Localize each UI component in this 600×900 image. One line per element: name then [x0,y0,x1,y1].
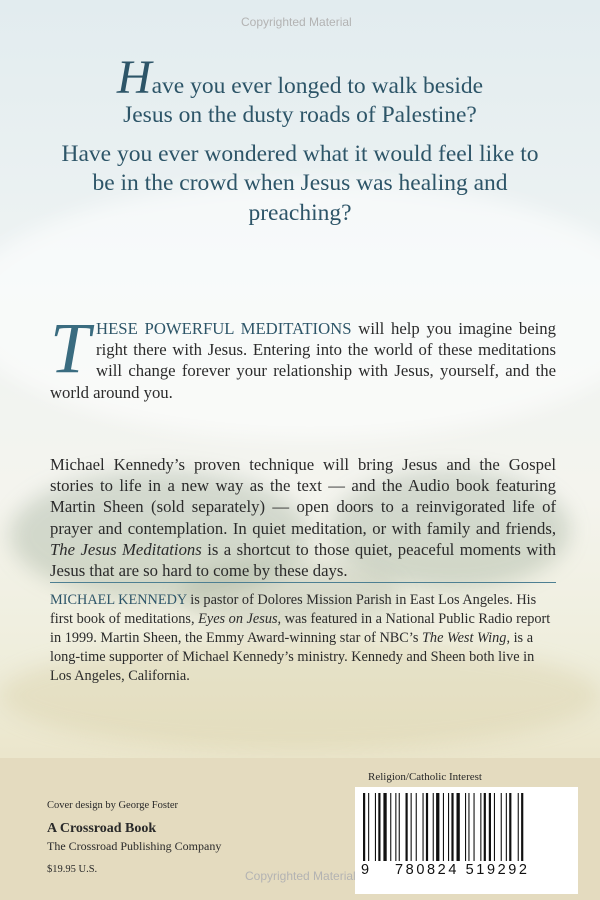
hook-line-2: Jesus on the dusty roads of Palestine? [123,102,477,129]
watermark-bottom: Copyrighted Material [245,869,356,883]
body-text-tail: is a shortcut to those quiet, peaceful moments with Jesus that are so hard to come by these days. [50,539,557,581]
barcode-bar [411,793,412,861]
author-bio [50,591,556,686]
decorative-initial: H [116,51,152,104]
barcode-bar [518,793,519,861]
barcode-bar [451,793,453,861]
price: $19.95 U.S. [47,864,98,875]
barcode-bar [363,793,365,861]
bio-text: , was featured in a National Public Radio report in 1999. Martin Sheen, the Emmy Award-winning star of NBC’s [50,611,551,646]
barcode-bar [433,793,434,861]
intro-text: will help you imagine being right there with Jesus. Entering into the world of these meditations will change forever your relationship with Jesus, yourself, and the world around you. [50,319,556,402]
barcode-bar [506,793,507,861]
imprint-name: A Crossroad Book [47,821,157,836]
barcode-bar [501,793,502,861]
book-title: The Jesus Meditations [50,539,202,559]
barcode-bar [375,793,376,861]
publisher-credits [47,800,221,875]
barcode-bar [468,793,469,861]
hook-question-1 [60,51,540,130]
isbn-barcode [355,787,578,894]
barcode-bar [489,793,491,861]
barcode-bar [457,793,460,861]
intro-lead: HESE POWERFUL MEDITATIONS [96,319,352,338]
hook-question-2: Have you ever wondered what it would feel like to be in the crowd when Jesus was healing and preaching? [61,141,539,226]
barcode-bar [484,793,486,861]
barcode-bar [383,793,386,861]
barcode-bar [521,793,523,861]
bio-show-title: The West Wing [421,630,507,646]
author-name: MICHAEL KENNEDY [50,592,187,608]
barcode-bar [378,793,380,861]
barcode-bar [423,793,424,861]
barcode-bar [406,793,408,861]
barcode-bar [509,793,511,861]
barcode-bar [474,793,475,861]
barcode-bar [448,793,449,861]
category-label: Religion/Catholic Interest [368,771,482,783]
hook-questions [60,51,540,238]
divider-rule [50,582,556,583]
barcode-bar [443,793,444,861]
barcode-bar [465,793,466,861]
barcode-bar [399,793,400,861]
barcode-bar [426,793,428,861]
cover-design-credit: Cover design by George Foster [47,800,179,811]
bio-text: , is a long-time supporter of Michael Kennedy’s ministry. Kennedy and Sheen both live in Los Angeles, California. [50,630,535,684]
barcode-bar [368,793,369,861]
publisher-name: The Crossroad Publishing Company [47,839,222,853]
intro-paragraph [50,308,556,403]
isbn-prefix: 9 [361,862,370,878]
barcode-bar [480,793,481,861]
body-text: Michael Kennedy’s proven technique will bring Jesus and the Gospel stories to life in a new way as the text — and the Audio book featuring Martin Sheen (sold separately) — open doors to a reinvigorated life of prayer and contemplation. In quiet meditation, or with family and friends, [50,455,556,538]
hook-line-1: ave you ever longed to walk beside [151,73,484,99]
barcode-bar [395,793,396,861]
body-paragraph [50,454,556,581]
barcode-bar [416,793,417,861]
decorative-initial: T [50,308,91,388]
bio-book-title: Eyes on Jesus [198,611,278,627]
bio-text: is pastor of Dolores Mission Parish in East Los Angeles. His first book of meditations, [50,592,537,627]
watermark-top: Copyrighted Material [241,15,352,29]
barcode-bar [390,793,391,861]
barcode-bar [494,793,495,861]
barcode-bar [436,793,439,861]
barcode-bars [363,793,571,861]
isbn-digits: 780824 519292 [395,862,530,878]
